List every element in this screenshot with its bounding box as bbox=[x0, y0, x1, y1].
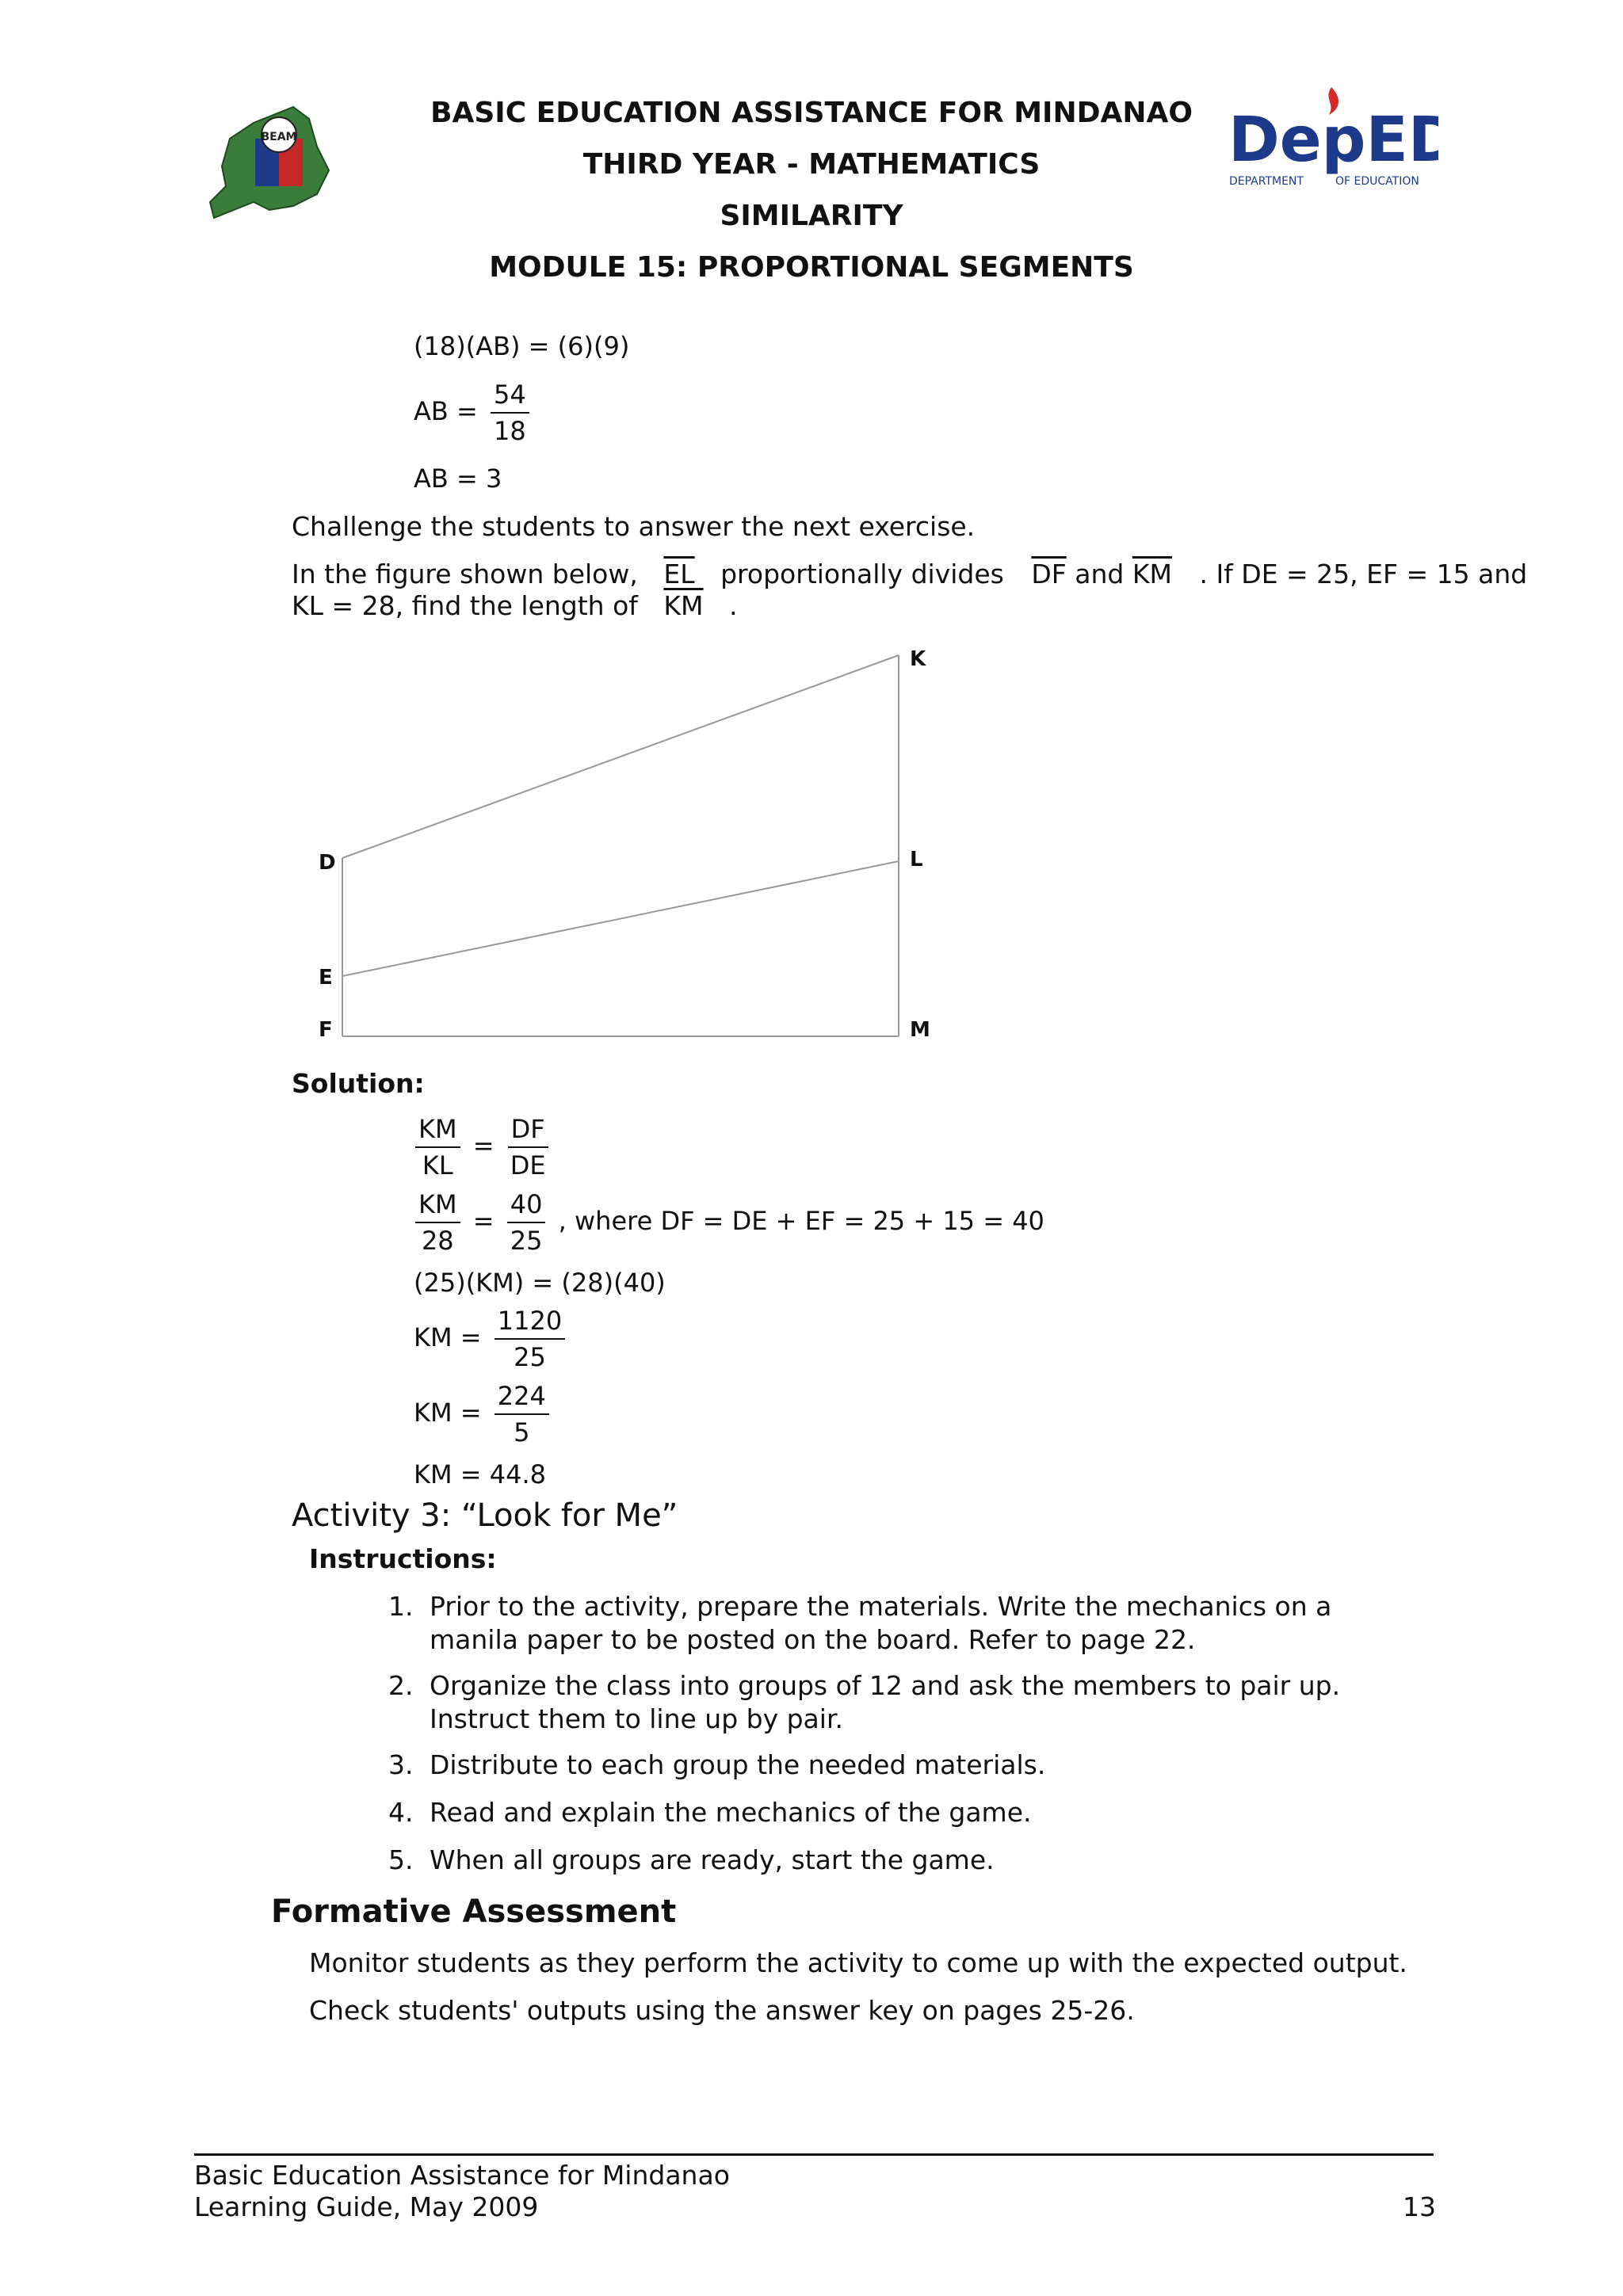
list-number: 4. bbox=[388, 1797, 414, 1828]
label-d: D bbox=[319, 851, 336, 875]
equals-sign: = bbox=[472, 1131, 495, 1161]
formative-text-1: Monitor students as they perform the activity to come up with the expected output. bbox=[309, 1947, 1407, 1978]
problem-line-2 bbox=[292, 590, 738, 621]
fraction-224-5 bbox=[495, 1380, 549, 1448]
problem-text-1: In the figure shown below, bbox=[292, 559, 638, 589]
header-line-1: BASIC EDUCATION ASSISTANCE FOR MINDANAO bbox=[430, 97, 1193, 129]
eq-4-lhs: KM = bbox=[414, 1322, 482, 1352]
fraction-1120-25 bbox=[495, 1305, 565, 1373]
header-line-4: MODULE 15: PROPORTIONAL SEGMENTS bbox=[489, 251, 1134, 284]
solution-eq-5 bbox=[414, 1380, 554, 1448]
svg-text:DepED: DepED bbox=[1228, 105, 1438, 176]
activity-title: Activity 3: “Look for Me” bbox=[292, 1497, 678, 1534]
fraction-denominator: 28 bbox=[421, 1226, 454, 1256]
instructions-label: Instructions: bbox=[309, 1543, 497, 1574]
list-text: Distribute to each group the needed materials. bbox=[430, 1749, 1046, 1780]
fraction-km-28 bbox=[415, 1188, 460, 1257]
list-text: Prior to the activity, prepare the materials. Write the mechanics on a manila paper to be posted on the board. Refer to page 22. bbox=[430, 1591, 1332, 1655]
list-number: 3. bbox=[388, 1749, 414, 1780]
solution-eq-1 bbox=[411, 1113, 554, 1181]
svg-text:BEAM: BEAM bbox=[261, 131, 297, 143]
challenge-text: Challenge the students to answer the next exercise. bbox=[292, 511, 976, 542]
eq-5-lhs: KM = bbox=[414, 1398, 482, 1428]
fraction-numerator: 1120 bbox=[495, 1305, 565, 1340]
where-clause: , where DF = DE + EF = 25 + 15 = 40 bbox=[558, 1206, 1044, 1236]
fraction-denominator: KL bbox=[422, 1150, 453, 1180]
fraction-numerator: 40 bbox=[507, 1188, 546, 1223]
fraction-denominator: 25 bbox=[510, 1226, 543, 1256]
segment-dk bbox=[342, 655, 899, 858]
fraction-40-25 bbox=[507, 1188, 546, 1257]
solution-eq-4 bbox=[414, 1305, 570, 1373]
fraction-km-kl bbox=[415, 1113, 460, 1181]
problem-text-3: . If DE = 25, EF = 15 and bbox=[1199, 559, 1528, 589]
list-number: 1. bbox=[388, 1591, 414, 1622]
trapezoid-figure bbox=[309, 642, 943, 1046]
fraction-denominator: DE bbox=[510, 1150, 546, 1180]
label-f: F bbox=[319, 1018, 333, 1042]
segment-df: $\overline{DF}$ bbox=[1031, 559, 1067, 589]
segment-el: $\overline{EL}$ bbox=[663, 559, 695, 589]
formative-text-2: Check students' outputs using the answer key on pages 25-26. bbox=[309, 1995, 1135, 2026]
problem-text-5: . bbox=[729, 590, 738, 621]
problem-text-2: proportionally divides bbox=[720, 559, 1004, 589]
fraction-numerator: DF bbox=[508, 1113, 548, 1148]
svg-text:DEPARTMENT: DEPARTMENT bbox=[1229, 175, 1304, 188]
fraction-df-de bbox=[507, 1113, 549, 1181]
label-m: M bbox=[910, 1018, 930, 1042]
list-number: 2. bbox=[388, 1670, 414, 1701]
prev-step-2 bbox=[414, 379, 534, 447]
fraction-numerator: KM bbox=[415, 1188, 460, 1223]
segment-el-line bbox=[342, 861, 899, 976]
formative-title: Formative Assessment bbox=[271, 1894, 677, 1930]
solution-eq-2 bbox=[411, 1188, 1044, 1257]
prev-step-2-fraction bbox=[491, 379, 529, 447]
problem-and: and bbox=[1075, 559, 1125, 589]
solution-eq-6: KM = 44.8 bbox=[414, 1459, 546, 1489]
prev-step-3: AB = 3 bbox=[414, 463, 502, 494]
segment-km-2: $\overline{KM}$ bbox=[663, 590, 704, 621]
solution-eq-3: (25)(KM) = (28)(40) bbox=[414, 1268, 666, 1298]
fraction-denominator: 25 bbox=[514, 1342, 546, 1372]
svg-text:OF EDUCATION: OF EDUCATION bbox=[1335, 175, 1419, 188]
footer-line-1: Basic Education Assistance for Mindanao bbox=[194, 2160, 730, 2191]
footer-line-2: Learning Guide, May 2009 bbox=[194, 2191, 539, 2222]
prev-step-1: (18)(AB) = (6)(9) bbox=[414, 331, 630, 361]
page-number: 13 bbox=[1403, 2191, 1436, 2222]
fraction-denominator: 18 bbox=[494, 416, 526, 446]
header-line-2: THIRD YEAR - MATHEMATICS bbox=[582, 148, 1041, 181]
label-k: K bbox=[910, 647, 926, 671]
problem-line-1 bbox=[292, 559, 1527, 589]
fraction-numerator: KM bbox=[415, 1113, 460, 1148]
list-text: When all groups are ready, start the game. bbox=[430, 1844, 995, 1875]
solution-label: Solution: bbox=[292, 1068, 425, 1099]
list-text: Read and explain the mechanics of the game. bbox=[430, 1797, 1032, 1828]
fraction-numerator: 54 bbox=[491, 379, 529, 414]
label-l: L bbox=[910, 848, 923, 871]
footer-rule bbox=[194, 2153, 1434, 2156]
label-e: E bbox=[319, 966, 333, 990]
equals-sign: = bbox=[472, 1206, 495, 1236]
segment-km: $\overline{KM}$ bbox=[1132, 559, 1172, 589]
problem-text-4: KL = 28, find the length of bbox=[292, 590, 638, 621]
list-text: Organize the class into groups of 12 and ask the members to pair up. Instruct them to line up by pair. bbox=[430, 1670, 1341, 1734]
fraction-denominator: 5 bbox=[514, 1417, 530, 1447]
prev-step-2-lhs: AB = bbox=[414, 396, 478, 426]
list-number: 5. bbox=[388, 1844, 414, 1875]
fraction-numerator: 224 bbox=[495, 1380, 549, 1415]
header-line-3: SIMILARITY bbox=[720, 200, 903, 232]
